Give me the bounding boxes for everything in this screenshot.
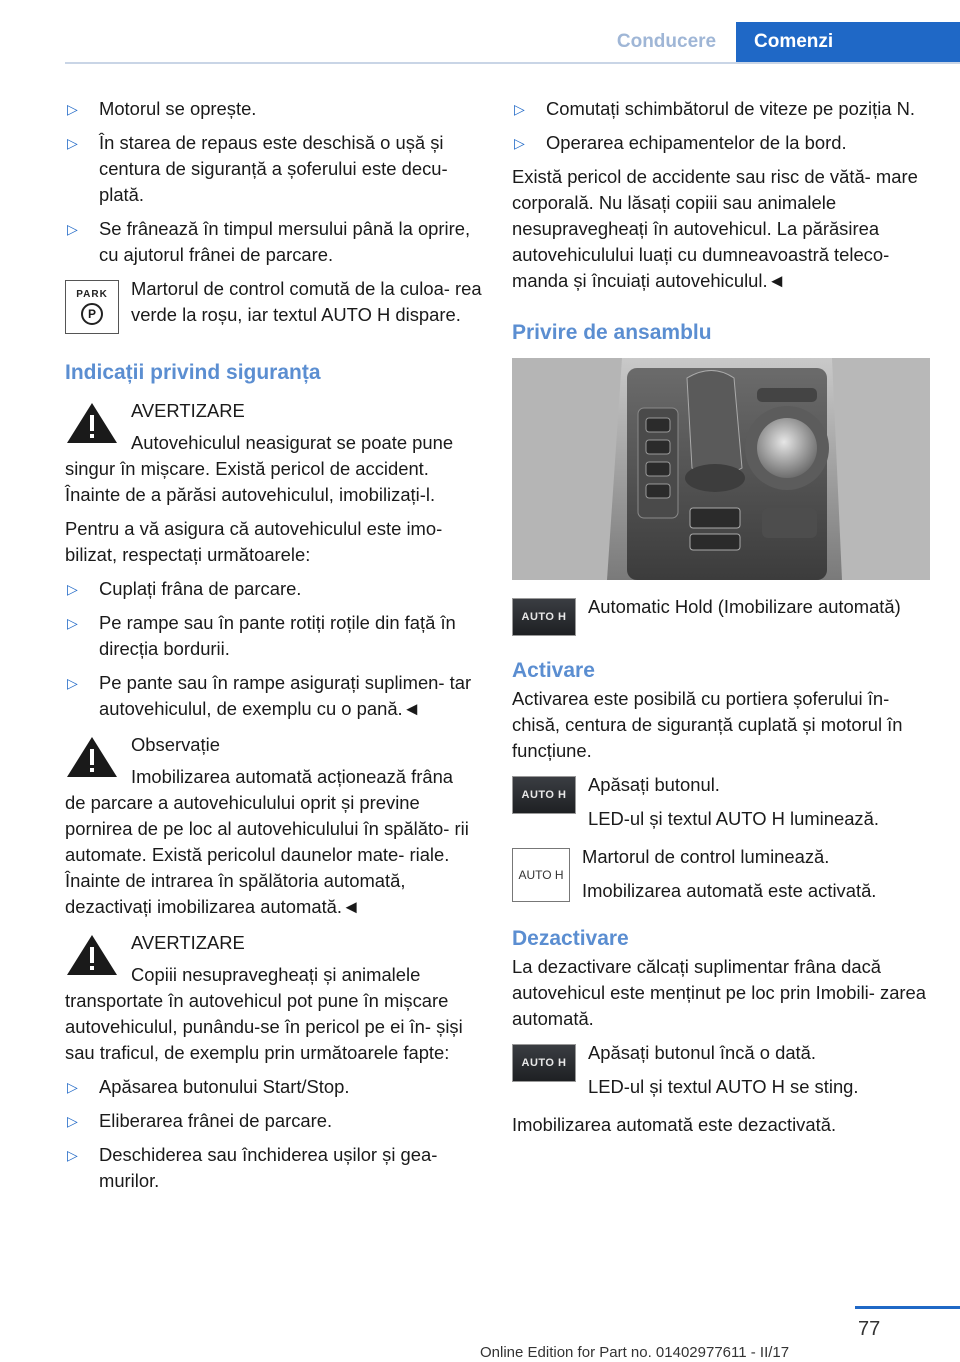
- warning-triangle-icon: [65, 734, 119, 780]
- warning-text-rest: singur în mișcare. Există pericol de accident. Înainte de a părăsi autovehiculul, imobilizați-l.: [65, 458, 436, 505]
- note-block: [65, 732, 483, 920]
- indicator-row: [512, 844, 932, 904]
- park-brake-icon: PARK P: [65, 280, 119, 334]
- figure-caption: Automatic Hold (Imobilizare automată): [588, 596, 901, 617]
- deactivated-text: Imobilizarea automată este dezactivată.: [512, 1114, 837, 1135]
- left-column: [65, 96, 483, 1202]
- list-item: ▷ Operarea echipamentelor de la bord.: [512, 130, 932, 156]
- park-indicator-text: Martorul de control comută de la culoa‐ rea verde la roșu, iar textul AUTO H dispare.: [131, 278, 482, 325]
- note-title: Observație: [131, 734, 220, 755]
- triangle-bullet-icon: ▷: [67, 615, 78, 631]
- page-number: 77: [858, 1318, 881, 1340]
- section-heading-safety: Indicații privind siguranța: [65, 361, 321, 384]
- triangle-bullet-icon: ▷: [67, 581, 78, 597]
- led-lights-text: LED-ul și textul AUTO H luminează.: [588, 808, 879, 829]
- press-button-text: Apăsați butonul.: [588, 774, 720, 795]
- note-text-first: Imobilizarea automată acționează frâna: [131, 766, 454, 787]
- warning-title: AVERTIZARE: [131, 932, 245, 953]
- activated-text: Imobilizarea automată este activată.: [582, 880, 877, 901]
- triangle-bullet-icon: ▷: [514, 101, 525, 117]
- auto-h-button-icon: AUTO H: [512, 776, 576, 814]
- press-again-text: Apăsați butonul încă o dată.: [588, 1042, 817, 1063]
- activare-text: Activarea este posibilă cu portiera șoferului în‐ chisă, centura de siguranță cuplată și motorul în funcțiune.: [512, 688, 903, 761]
- warning-block-2: [65, 930, 483, 1066]
- dezactivare-text: La dezactivare călcați suplimentar frâna dacă autovehicul este menținut pe loc prin Imobili‐ zarea automată.: [512, 956, 927, 1029]
- list-item: ▷ Eliberarea frânei de parcare.: [65, 1108, 483, 1134]
- center-console-photo: [512, 358, 930, 580]
- press-again-row: [512, 1040, 932, 1100]
- auto-h-indicator-icon: AUTO H: [512, 848, 570, 902]
- warning-triangle-icon: [65, 932, 119, 978]
- footer-accent-line: [855, 1306, 960, 1309]
- list-item: ▷ Comutați schimbătorul de viteze pe poziția N.: [512, 96, 932, 122]
- triangle-bullet-icon: ▷: [67, 675, 78, 691]
- warning-triangle-icon: [65, 400, 119, 446]
- paragraph-danger: Există pericol de accidente sau risc de vătă‐ mare corporală. Nu lăsați copiii sau animalele nesupravegheați în autovehicul. La părăsirea autovehiculului luați cu dumneavoastră teleco‐ manda și încuiați autovehiculul.◄: [512, 166, 918, 291]
- list-item: ▷ Deschiderea sau închiderea ușilor și gea‐ murilor.: [65, 1142, 483, 1194]
- tab-comenzi[interactable]: Comenzi: [736, 22, 960, 62]
- list-item: ▷ În starea de repaus este deschisă o ușă și centura de siguranță a șoferului este decu‐ plată.: [65, 130, 483, 208]
- triangle-bullet-icon: ▷: [67, 1147, 78, 1163]
- tab-conducere[interactable]: Conducere: [616, 31, 717, 52]
- edition-footer: Online Edition for Part no. 01402977611 - II/17: [480, 1344, 790, 1361]
- triangle-bullet-icon: ▷: [514, 135, 525, 151]
- list-item: ▷ Motorul se oprește.: [65, 96, 483, 122]
- section-heading-dezactivare: Dezactivare: [512, 927, 629, 950]
- list-item: ▷ Pe pante sau în rampe asigurați suplimen‐ tar autovehiculul, de exemplu cu o pană.◄: [65, 670, 483, 722]
- lamp-on-text: Martorul de control luminează.: [582, 846, 830, 867]
- triangle-bullet-icon: ▷: [67, 1079, 78, 1095]
- warning-block-1: [65, 398, 483, 508]
- list-item: ▷ Se frânează în timpul mersului până la oprire, cu ajutorul frânei de parcare.: [65, 216, 483, 268]
- triangle-bullet-icon: ▷: [67, 221, 78, 237]
- list-item: ▷ Apăsarea butonului Start/Stop.: [65, 1074, 483, 1100]
- note-text-rest: de parcare a autovehiculului oprit și previne pornirea de pe loc al autovehiculului în spălăto‐ rii automate. Există pericolul daunelor mate‐ riale. Înainte de intrarea în spălătoria automată, dezactivați imobilizarea automată.◄: [65, 792, 469, 917]
- park-indicator-row: [65, 276, 483, 334]
- autoh-caption-row: [512, 594, 932, 636]
- right-column: [512, 96, 932, 1146]
- triangle-bullet-icon: ▷: [67, 1113, 78, 1129]
- header-divider: [65, 62, 960, 64]
- list-item: ▷ Pe rampe sau în pante rotiți roțile din față în direcția bordurii.: [65, 610, 483, 662]
- section-heading-activare: Activare: [512, 659, 595, 682]
- led-off-text: LED-ul și textul AUTO H se sting.: [588, 1076, 859, 1097]
- triangle-bullet-icon: ▷: [67, 101, 78, 117]
- auto-h-button-icon: AUTO H: [512, 598, 576, 636]
- list-item: ▷ Cuplați frâna de parcare.: [65, 576, 483, 602]
- warning-text-first: Copiii nesupravegheați și animalele: [131, 964, 421, 985]
- triangle-bullet-icon: ▷: [67, 135, 78, 151]
- paragraph-immobilize: Pentru a vă asigura că autovehiculul este imo‐ bilizat, respectați următoarele:: [65, 518, 443, 565]
- warning-text-rest: transportate în autovehicul pot pune în mișcare autovehiculul, punându-se în pericol pe ei în‐ șiși sau traficul, de exemplu prin următoarele fapte:: [65, 990, 463, 1063]
- section-heading-overview: Privire de ansamblu: [512, 321, 712, 344]
- warning-title: AVERTIZARE: [131, 400, 245, 421]
- warning-text-first: Autovehiculul neasigurat se poate pune: [131, 432, 454, 453]
- press-button-row: [512, 772, 932, 832]
- auto-h-button-icon: AUTO H: [512, 1044, 576, 1082]
